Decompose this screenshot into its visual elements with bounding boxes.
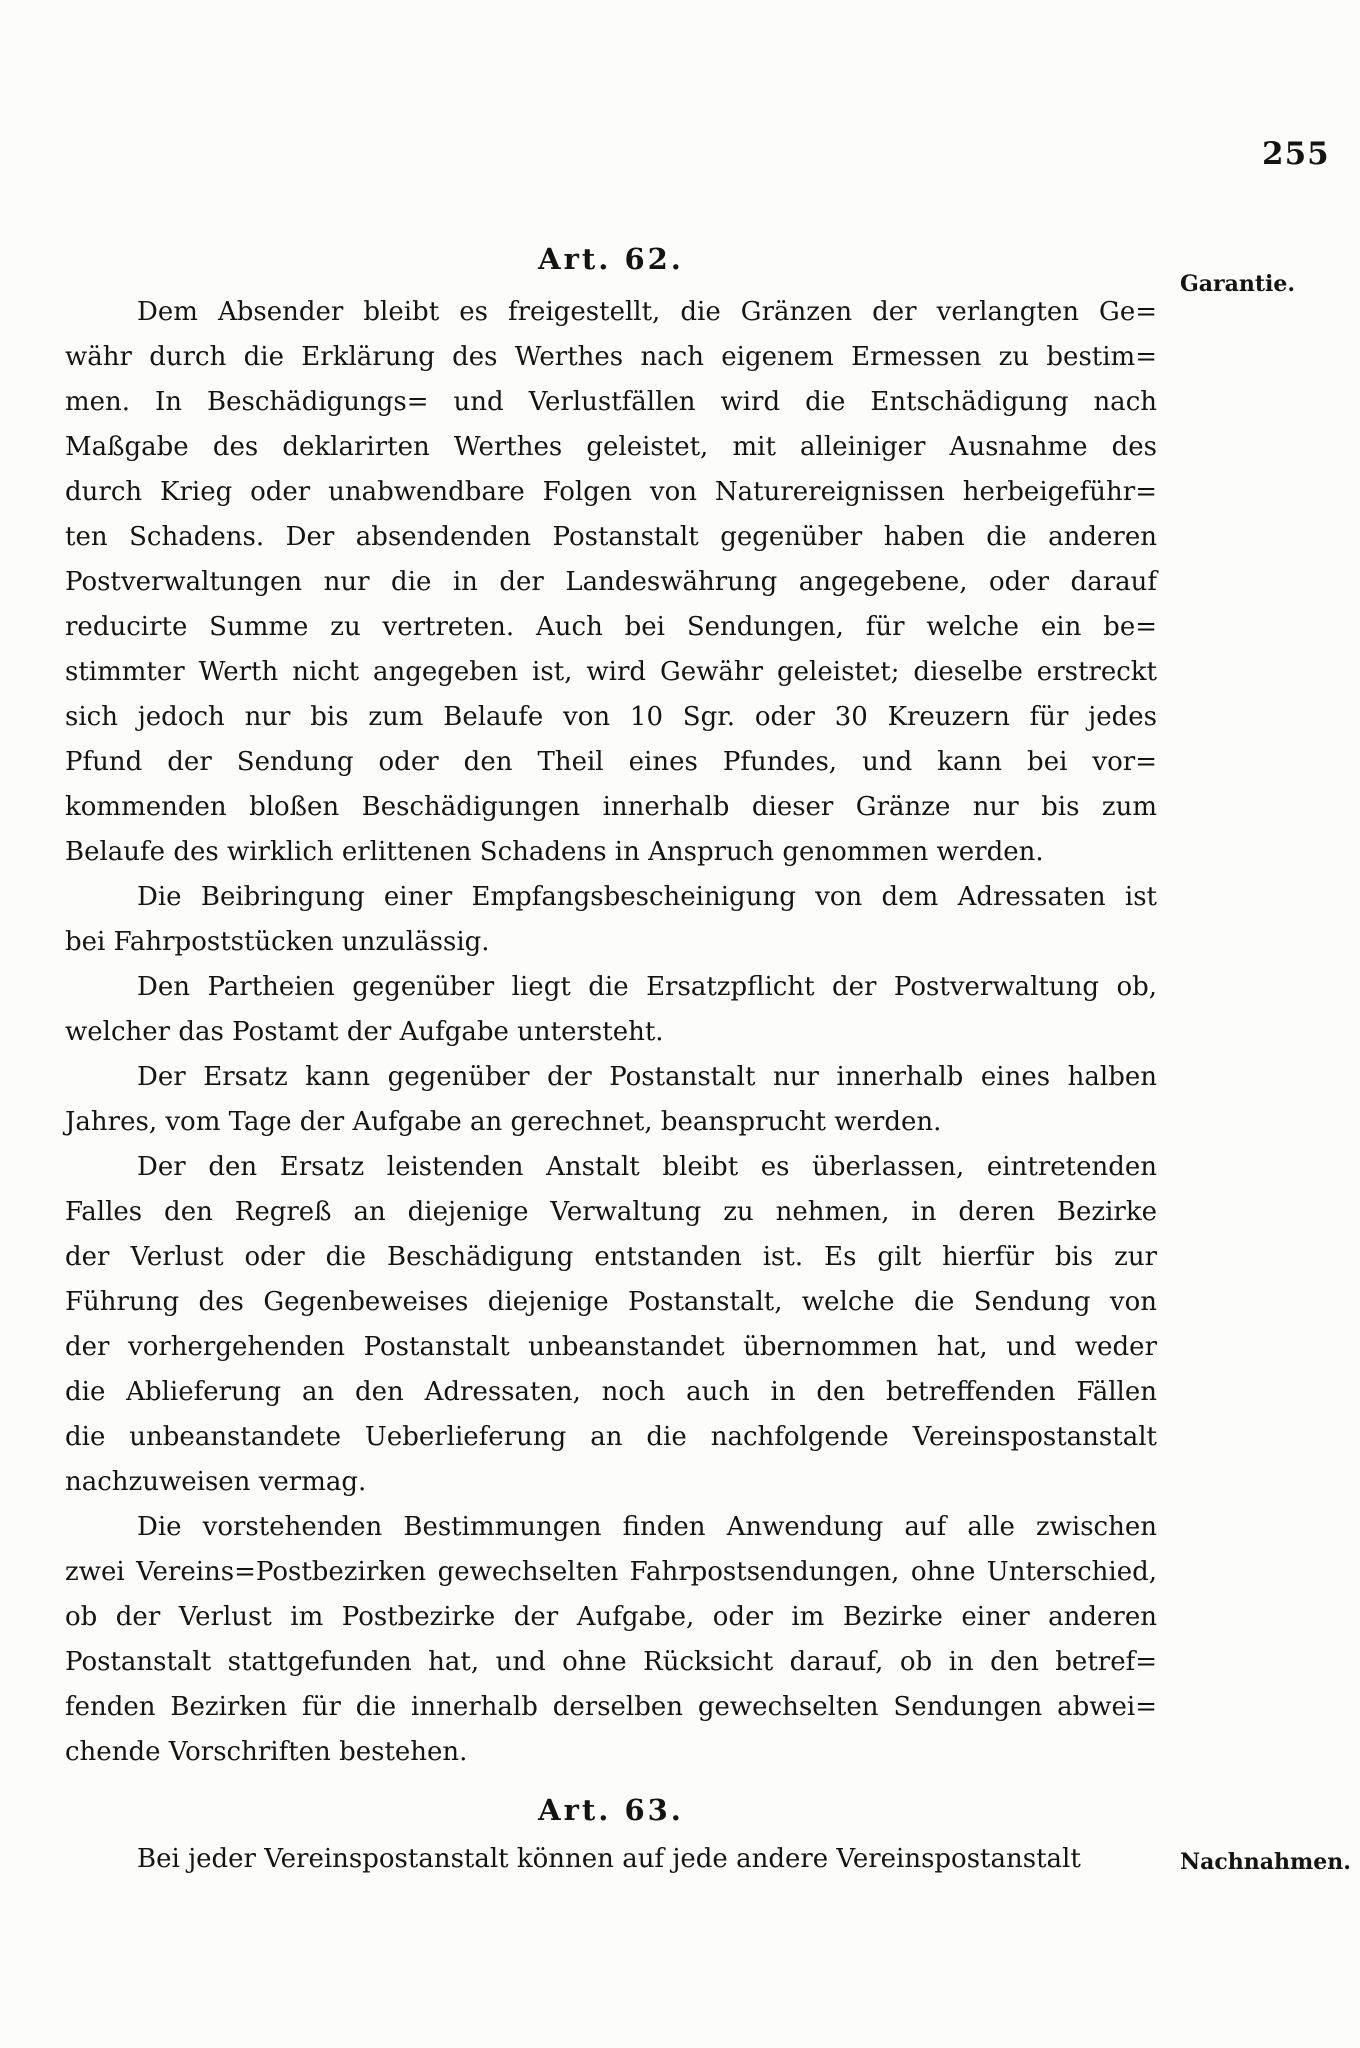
text-line: Der Ersatz kann gegenüber der Postanstalt nur innerhalb eines halben [137,1062,1157,1092]
text-line: Pfund der Sendung oder den Theil eines Pfundes, und kann bei vor= [65,747,1157,777]
page-number: 255 [1262,136,1330,172]
text-line: Jahres, vom Tage der Aufgabe an gerechnet, beansprucht werden. [65,1107,942,1137]
text-line: nachzuweisen vermag. [65,1467,367,1497]
paragraph-garantie-4 [65,1055,1157,1145]
text-line: zwei Vereins=Postbezirken gewechselten Fahrpostsendungen, ohne Unterschied, [65,1557,1157,1587]
text-line: fenden Bezirken für die innerhalb derselben gewechselten Sendungen abwei= [65,1692,1157,1722]
text-line: ten Schadens. Der absendenden Postanstalt gegenüber haben die anderen [65,522,1157,552]
article-63-heading: Art. 63. [538,1793,684,1827]
text-line: Den Partheien gegenüber liegt die Ersatzpflicht der Postverwaltung ob, [137,972,1157,1002]
text-line: Postverwaltungen nur die in der Landeswährung angegebene, oder darauf [65,567,1157,597]
paragraph-garantie-1 [65,290,1157,875]
margin-note-garantie: Garantie. [1180,271,1296,297]
paragraph-garantie-2 [65,875,1157,965]
text-line: durch Krieg oder unabwendbare Folgen von Naturereignissen herbeigeführ= [65,477,1157,507]
paragraph-garantie-3 [65,965,1157,1055]
text-line: währ durch die Erklärung des Werthes nach eigenem Ermessen zu bestim= [65,342,1157,372]
text-line: Falles den Regreß an diejenige Verwaltung zu nehmen, in deren Bezirke [65,1197,1157,1227]
text-line: der Verlust oder die Beschädigung entstanden ist. Es gilt hierfür bis zur [65,1242,1157,1272]
article-62-heading: Art. 62. [538,242,684,276]
paragraph-garantie-6 [65,1505,1157,1775]
text-line: Die Beibringung einer Empfangsbescheinigung von dem Adressaten ist [137,882,1157,912]
paragraph-garantie-5 [65,1145,1157,1505]
text-line: reducirte Summe zu vertreten. Auch bei Sendungen, für welche ein be= [65,612,1157,642]
text-line: Belaufe des wirklich erlittenen Schadens in Anspruch genommen werden. [65,837,1044,867]
text-line: men. In Beschädigungs= und Verlustfällen wird die Entschädigung nach [65,387,1157,417]
text-line: Dem Absender bleibt es freigestellt, die Gränzen der verlangten Ge= [137,297,1157,327]
margin-note-nachnahmen: Nachnahmen. [1180,1849,1351,1875]
text-line: kommenden bloßen Beschädigungen innerhalb dieser Gränze nur bis zum [65,792,1157,822]
text-line: stimmter Werth nicht angegeben ist, wird Gewähr geleistet; dieselbe erstreckt [65,657,1157,687]
text-line: Führung des Gegenbeweises diejenige Postanstalt, welche die Sendung von [65,1287,1157,1317]
text-line: bei Fahrpoststücken unzulässig. [65,927,490,957]
text-line: Die vorstehenden Bestimmungen finden Anwendung auf alle zwischen [137,1512,1157,1542]
article-text-column [65,236,1157,1882]
text-line: welcher das Postamt der Aufgabe untersteht. [65,1017,664,1047]
text-line: Maßgabe des deklarirten Werthes geleistet, mit alleiniger Ausnahme des [65,432,1157,462]
text-line: die unbeanstandete Ueberlieferung an die nachfolgende Vereinspostanstalt [65,1422,1157,1452]
paragraph-nachnahmen-1 [65,1837,1157,1882]
text-line: die Ablieferung an den Adressaten, noch auch in den betreffenden Fällen [65,1377,1157,1407]
text-line: chende Vorschriften bestehen. [65,1737,468,1767]
text-line: der vorhergehenden Postanstalt unbeanstandet übernommen hat, und weder [65,1332,1157,1362]
text-line: ob der Verlust im Postbezirke der Aufgabe, oder im Bezirke einer anderen [65,1602,1157,1632]
text-line: Postanstalt stattgefunden hat, und ohne Rücksicht darauf, ob in den betref= [65,1647,1157,1677]
text-line: Bei jeder Vereinspostanstalt können auf jede andere Vereinspostanstalt [137,1844,1081,1874]
text-line: Der den Ersatz leistenden Anstalt bleibt es überlassen, eintretenden [137,1152,1157,1182]
text-line: sich jedoch nur bis zum Belaufe von 10 Sgr. oder 30 Kreuzern für jedes [65,702,1157,732]
